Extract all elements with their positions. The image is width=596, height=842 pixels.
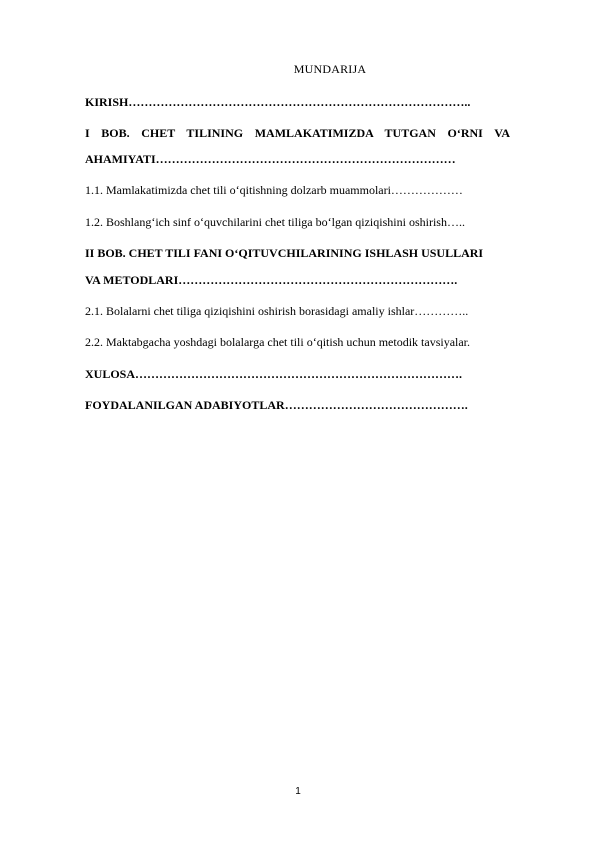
toc-entry-chapter-1-line-2: AHAMIYATI………………………………………………………………… [85, 152, 456, 166]
toc-entry-section-1-2: 1.2. Boshlang‘ich sinf o‘quvchilarini chet tiliga bo‘lgan qiziqishini oshirish….. [85, 215, 465, 229]
toc-entry-xulosa: XULOSA………………………………………………………………………. [85, 367, 463, 381]
toc-entry-references: FOYDALANILGAN ADABIYOTLAR………………………………………. [85, 398, 468, 412]
page-number: 1 [295, 786, 301, 797]
toc-entry-section-2-1: 2.1. Bolalarni chet tiliga qiziqishini oshirish borasidagi amaliy ishlar………….. [85, 304, 469, 318]
toc-entry-chapter-1-line-1: I BOB. CHET TILINING MAMLAKATIMIZDA TUTGAN O‘RNI VA [85, 126, 510, 140]
toc-entry-chapter-2-line-2: VA METODLARI……………………………………………………………. [85, 273, 458, 287]
toc-entry-section-1-1: 1.1. Mamlakatimizda chet tili o‘qitishning dolzarb muammolari……………… [85, 183, 463, 197]
page-title: MUNDARIJA [293, 62, 367, 76]
toc-entry-section-2-2: 2.2. Maktabgacha yoshdagi bolalarga chet tili o‘qitish uchun metodik tavsiyalar. [85, 335, 471, 349]
toc-entry-kirish: KIRISH………………………………………………………………………….. [85, 95, 471, 109]
toc-entry-chapter-2-line-1: II BOB. CHET TILI FANI O‘QITUVCHILARINING ISHLASH USULLARI [85, 246, 484, 260]
